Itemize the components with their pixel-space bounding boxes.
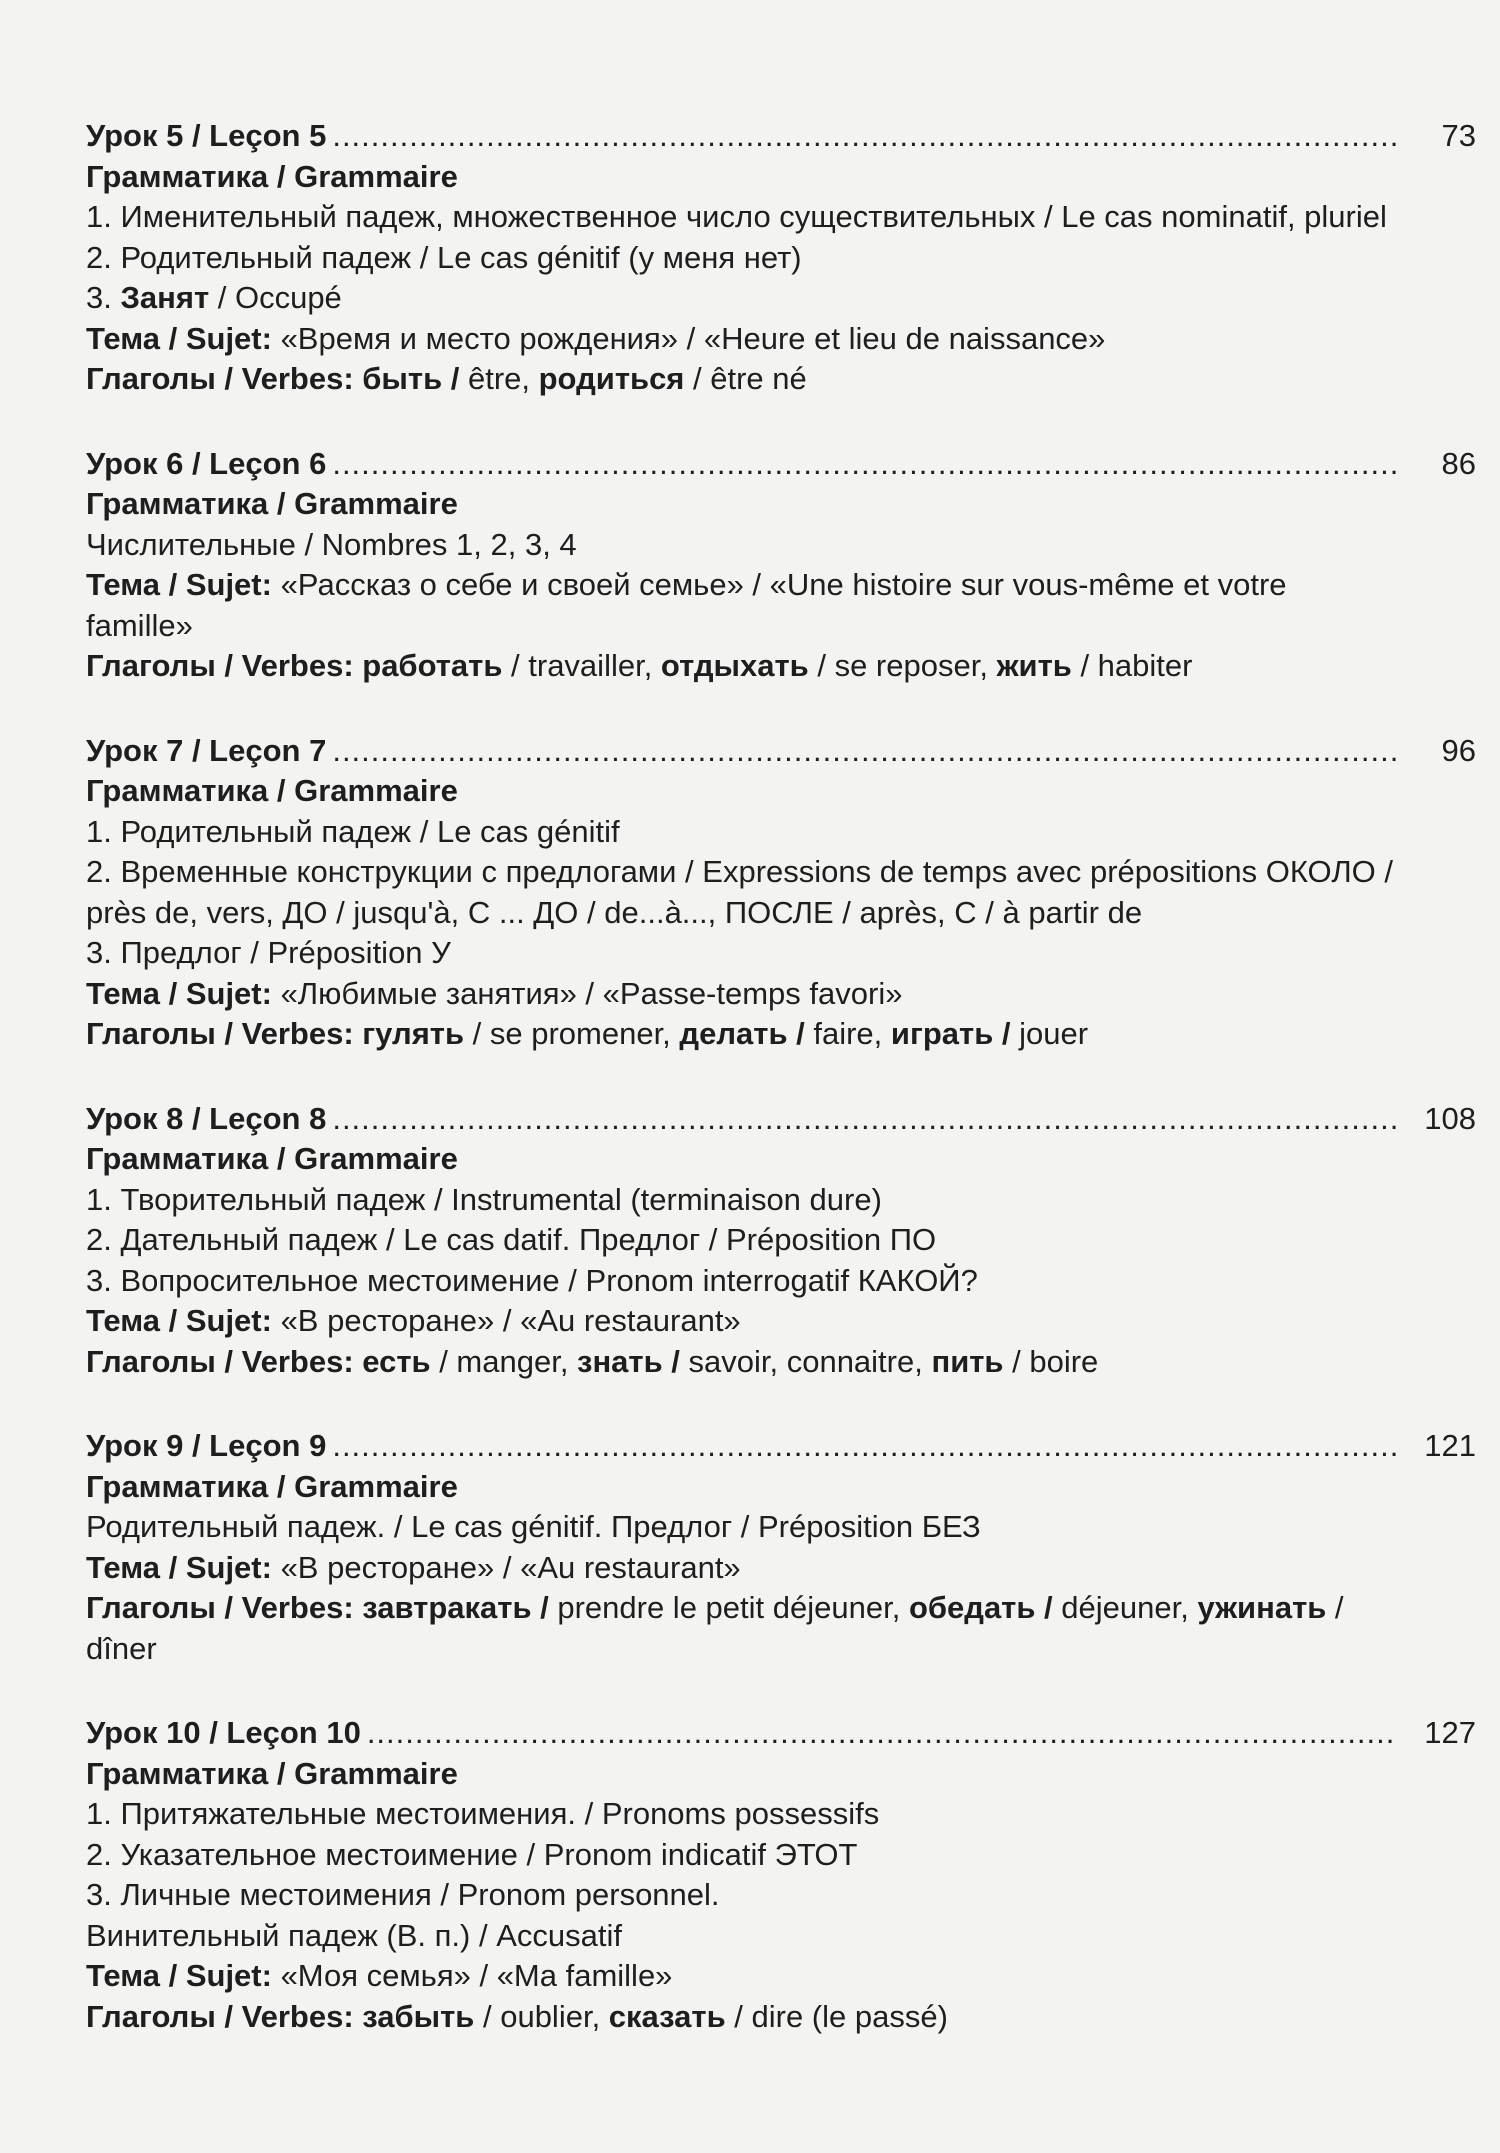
- lesson-title: Урок 5 / Leçon 5: [86, 118, 327, 153]
- text: 2. Временные конструкции с предлогами / Expressions de temps avec prépositions ОКОЛО / près de, vers, ДО / jusqu'à, С ... ДО / de...à..., ПОСЛЕ / après, С / à partir de: [86, 854, 1393, 930]
- content-line: [86, 974, 1396, 1015]
- bold-text: Занят: [120, 280, 210, 315]
- dot-leader: [332, 116, 1398, 157]
- text: «В ресторане» / «Au restaurant»: [271, 1303, 741, 1338]
- bold-text: обедать /: [908, 1590, 1053, 1625]
- text: être,: [459, 361, 539, 396]
- text: jouer: [1010, 1016, 1089, 1051]
- content-line: [86, 1180, 1396, 1221]
- bold-text: Глаголы / Verbes: работать: [86, 648, 503, 683]
- bold-text: знать /: [577, 1343, 680, 1379]
- lesson-title: Урок 6 / Leçon 6: [86, 445, 327, 481]
- content-line: [86, 1956, 1396, 1997]
- bold-text: Тема / Sujet:: [86, 1549, 272, 1585]
- grammar-heading: Грамматика / Grammaire: [86, 1468, 458, 1504]
- text: / oublier,: [474, 1998, 609, 2034]
- bold-text: Тема / Sujet:: [86, 320, 272, 356]
- lesson-entry: [86, 1426, 1476, 1669]
- content-line: [86, 278, 1396, 319]
- content-line: [86, 1916, 1396, 1957]
- text: / se reposer,: [808, 648, 997, 683]
- bold-text: Глаголы / Verbes: гулять: [86, 1016, 465, 1051]
- lesson-title-row: [86, 1099, 1476, 1140]
- text: / dîner: [86, 1590, 1344, 1666]
- page-number: 86: [1441, 445, 1476, 481]
- bold-text: Глаголы / Verbes: забыть: [86, 1998, 475, 2034]
- grammar-heading: Грамматика / Grammaire: [86, 1755, 458, 1791]
- content-line: [86, 1588, 1396, 1669]
- text: 1. Притяжательные местоимения. / Pronoms possessifs: [86, 1796, 880, 1831]
- page-number: 121: [1424, 1428, 1476, 1463]
- bold-text: Глаголы / Verbes: завтракать /: [86, 1590, 549, 1625]
- text: / habiter: [1071, 648, 1193, 683]
- text: «В ресторане» / «Au restaurant»: [271, 1549, 741, 1585]
- text: prendre le petit déjeuner,: [548, 1590, 909, 1625]
- lesson-title-row: [86, 444, 1476, 485]
- text: Числительные / Nombres 1, 2, 3, 4: [86, 526, 577, 562]
- lesson-title: Урок 10 / Leçon 10: [86, 1715, 361, 1750]
- content-line: [86, 1014, 1396, 1055]
- text: / Occupé: [209, 280, 342, 315]
- content-line: [86, 1794, 1396, 1835]
- bold-text: Тема / Sujet:: [86, 567, 272, 602]
- text: «Время и место рождения» / «Heure et lieu de naissance»: [271, 320, 1106, 356]
- content-line: [86, 1220, 1396, 1261]
- bold-text: сказать: [608, 1998, 726, 2034]
- bold-text: ужинать: [1197, 1590, 1327, 1625]
- text: / dire (le passé): [725, 1998, 948, 2034]
- content-line: [86, 1875, 1396, 1916]
- bold-text: пить: [931, 1343, 1004, 1379]
- bold-text: играть /: [890, 1016, 1011, 1051]
- text: déjeuner,: [1052, 1590, 1198, 1625]
- text: 2. Указательное местоимение / Pronom indicatif ЭТОТ: [86, 1836, 858, 1872]
- lesson-title-row: [86, 731, 1476, 772]
- page-number: 108: [1424, 1100, 1476, 1136]
- text: / boire: [1003, 1343, 1099, 1379]
- lesson-entry: [86, 116, 1476, 400]
- text: 2. Дательный падеж / Le cas datif. Предлог / Préposition ПО: [86, 1222, 937, 1257]
- content-line: [86, 197, 1396, 238]
- lesson-title-row: [86, 1426, 1476, 1467]
- text: Родительный падеж. / Le cas génitif. Предлог / Préposition БЕЗ: [86, 1509, 981, 1544]
- dot-leader: [367, 1713, 1398, 1754]
- content-line: [86, 1342, 1396, 1383]
- bold-text: Тема / Sujet:: [86, 975, 272, 1011]
- content-line: [86, 1261, 1396, 1302]
- grammar-heading: Грамматика / Grammaire: [86, 773, 458, 808]
- page-number: 96: [1441, 732, 1476, 768]
- dot-leader: [332, 1426, 1398, 1467]
- content-line: [86, 933, 1396, 974]
- text: 3. Вопросительное местоимение / Pronom interrogatif КАКОЙ?: [86, 1262, 978, 1298]
- bold-text: делать /: [679, 1016, 805, 1051]
- bold-text: Тема / Sujet:: [86, 1958, 272, 1993]
- lesson-title-row: [86, 116, 1476, 157]
- lesson-title: Урок 8 / Leçon 8: [86, 1100, 327, 1136]
- content-line: [86, 812, 1396, 853]
- text: «Моя семья» / «Ma famille»: [271, 1958, 673, 1993]
- page-number: 73: [1441, 118, 1476, 153]
- page-number: 127: [1424, 1715, 1476, 1750]
- content-line: [86, 1835, 1396, 1876]
- content-line: [86, 1507, 1396, 1548]
- grammar-heading: Грамматика / Grammaire: [86, 486, 458, 521]
- content-line: [86, 238, 1396, 279]
- text: 3. Личные местоимения / Pronom personnel.: [86, 1877, 720, 1912]
- bold-text: Тема / Sujet:: [86, 1303, 272, 1338]
- content-line: [86, 1548, 1396, 1589]
- bold-text: родиться: [538, 361, 685, 396]
- grammar-heading: Грамматика / Grammaire: [86, 158, 458, 194]
- text: faire,: [804, 1016, 891, 1051]
- content-line: [86, 646, 1396, 687]
- text: «Рассказ о себе и своей семье» / «Une histoire sur vous-même et votre famille»: [86, 567, 1287, 643]
- bold-text: отдыхать: [660, 648, 809, 683]
- text: Винительный падеж (В. п.) / Accusatif: [86, 1917, 622, 1953]
- text: 1. Творительный падеж / Instrumental (terminaison dure): [86, 1181, 882, 1217]
- text: 3. Предлог / Préposition У: [86, 935, 451, 970]
- text: 2. Родительный падеж / Le cas génitif (у меня нет): [86, 239, 802, 275]
- lesson-title: Урок 9 / Leçon 9: [86, 1428, 327, 1463]
- bold-text: Глаголы / Verbes: быть /: [86, 361, 460, 396]
- dot-leader: [332, 1099, 1398, 1140]
- content-line: [86, 852, 1396, 933]
- bold-text: жить: [996, 648, 1072, 683]
- content-line: [86, 1301, 1396, 1342]
- text: 1. Родительный падеж / Le cas génitif: [86, 813, 620, 849]
- bold-text: Глаголы / Verbes: есть: [86, 1343, 431, 1379]
- lesson-entry: [86, 444, 1476, 687]
- text: / travailler,: [502, 648, 661, 683]
- grammar-heading: Грамматика / Grammaire: [86, 1141, 458, 1176]
- text: 1. Именительный падеж, множественное число существительных / Le cas nominatif, pluriel: [86, 199, 1387, 234]
- text: / manger,: [430, 1343, 578, 1379]
- table-of-contents: [86, 116, 1476, 2081]
- dot-leader: [332, 731, 1398, 772]
- text: «Любимые занятия» / «Passe-temps favori»: [271, 975, 903, 1011]
- dot-leader: [332, 444, 1398, 485]
- content-line: [86, 565, 1396, 646]
- lesson-entry: [86, 1099, 1476, 1383]
- content-line: [86, 1997, 1396, 2038]
- content-line: [86, 319, 1396, 360]
- lesson-title-row: [86, 1713, 1476, 1754]
- text: / se promener,: [464, 1016, 680, 1051]
- content-line: [86, 359, 1396, 400]
- text: savoir, connaitre,: [679, 1343, 932, 1379]
- text: 3.: [86, 280, 121, 315]
- lesson-entry: [86, 731, 1476, 1055]
- lesson-title: Урок 7 / Leçon 7: [86, 732, 327, 768]
- lesson-entry: [86, 1713, 1476, 2037]
- content-line: [86, 525, 1396, 566]
- text: / être né: [684, 361, 807, 396]
